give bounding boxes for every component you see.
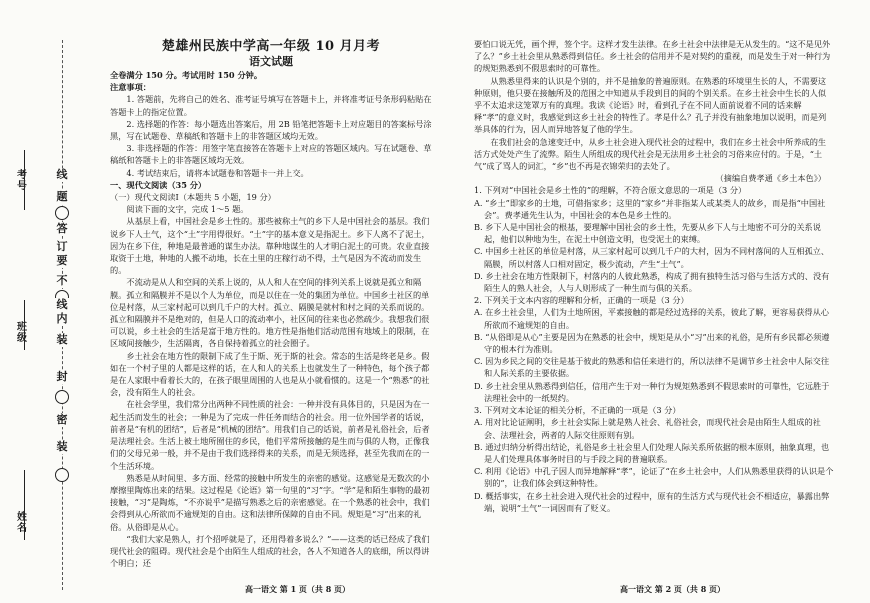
reading-instruction: 阅读下面的文字，完成 1～5 题。 [126, 204, 249, 215]
binding-char: 线 [54, 168, 70, 182]
class-line [24, 300, 25, 350]
exam-title: 楚雄州民族中学高一年级 10 月月考 [161, 39, 381, 54]
question-stem: 3. 下列对文本论证的相关分析，不正确的一项是（3 分） [474, 405, 681, 416]
passage-paragraph: 在我们社会的急速变迁中，从乡土社会进入现代社会的过程中，我们在乡土社会中所养成的生活方式处处产生了流弊。陌生人所组成的现代社会是无法用乡土社会的习俗来应付的。于是，“土气”成了骂人的词汇，“乡”也不再是衣锦荣归的去处了。 [474, 136, 827, 172]
question-option: A. 在乡土社会里，人们为土地所困，平素接触的都是经过选择的关系，彼此了解，更容易获得从心所欲而不逾规矩的自由。 [474, 307, 829, 330]
note-item: 3. 非选择题的作答：用签字笔直接答在答题卡上对应的答题区域内。写在试题卷、草稿纸和答题卡上的非答题区域均无效。 [110, 143, 432, 166]
binding-field-label: 姓 名 [17, 512, 27, 534]
question-option: C. 因为乡民之间的交往是基于彼此的熟悉和信任来进行的，所以法律不是调节乡土社会中人际交往和人际关系的主要依据。 [474, 356, 830, 379]
question-option: C. 中国乡土社区的单位是村落，从三家村起可以到几千户的大村，因为不同村落间的人互相孤立、隔膜，所以村落人口相对固定，极少流动，产生“土气”。 [474, 246, 830, 269]
binding-char: 要 [54, 254, 70, 268]
binding-char: 线 [54, 298, 70, 312]
page-footer-left: 高一语文 第 1 页（共 8 页） [245, 584, 351, 594]
passage-paragraph: 从基层上看，中国社会是乡土性的。那些被称土气的乡下人是中国社会的基层。我们说乡下人土气，这个“土”字用得很好。“土”字的基本意义是指泥土。乡下人离不了泥土，因为在乡下住，种地是最普通的谋生办法。靠种地谋生的人才明白泥土的可贵。农业直接取资于土地，种地的人搬不动地，长在土里的庄稼行动不得，土气是因为不流动而发生的。 [110, 216, 430, 276]
exam-meta: 全卷满分 150 分。考试用时 150 分钟。 [110, 70, 263, 80]
question-3 [474, 404, 834, 514]
binding-char: 装 [54, 440, 70, 454]
left-column [110, 38, 432, 569]
name-line [24, 470, 25, 540]
binding-char: 不 [54, 274, 70, 288]
binding-char: 题 [54, 190, 70, 204]
question-option: A. 用对比论证阐明，乡土社会实际上就是熟人社会、礼俗社会，而现代社会是由陌生人组成的社会、法理社会，两者的人际交往原则有别。 [474, 417, 821, 440]
exam-number-line [24, 150, 25, 210]
passage-paragraph: 从熟悉里得来的认识是个别的，并不是抽象的普遍原则。在熟悉的环境里生长的人，不需要这种原则，他只要在接触所及的范围之中知道从手段到目的间的个别关系。在乡土社会中生长的人似乎不太追求这笼罩万有的真理。我读《论语》时，看到孔子在不同人面前说着不同的话来解释“孝”的意义时，我感觉到这乡土社会的特性了。孝是什么？孔子并没有抽象地加以说明，而是列举具体的行为，因人而异地答复了他的学生。 [474, 75, 827, 135]
exam-subtitle: 语文试题 [249, 55, 293, 68]
passage-paragraph: “我们大家是熟人，打个招呼就是了，还用得着多说么？”——这类的话已经成了我们现代社会的阻碍。现代社会是个由陌生人组成的社会，各人不知道各人的底细，所以得讲个明白；还 [110, 533, 430, 569]
binding-field-label: 班 级 [17, 322, 27, 344]
question-stem: 1. 下列对“中国社会是乡土性的”的理解，不符合原文意思的一项是（3 分） [474, 185, 747, 196]
note-item: 4. 考试结束后，请将本试题卷和答题卡一并上交。 [126, 167, 309, 178]
passage-source: （摘编自费孝通《乡土本色》） [715, 173, 826, 184]
binding-circle-icon [55, 468, 69, 482]
question-1 [474, 184, 834, 294]
passage-paragraph: 要怕口说无凭，画个押，签个字。这样才发生法律。在乡土社会中法律是无从发生的。“这不是见外了么？”乡土社会里从熟悉得到信任。乡土社会的信用并不是对契约的重视，而是发生于对一种行为的规矩熟悉到不假思索时的可靠性。 [474, 39, 831, 74]
question-option: A. “乡土”即家乡的土地，可借指家乡；这里的“家乡”并非指某人或某类人的故乡，而是指“中国社会”。费孝通先生认为，中国社会的本色是乡土性的。 [474, 197, 826, 220]
notes-heading: 注意事项： [110, 82, 151, 93]
section-heading: 一、现代文阅读（35 分） [110, 179, 207, 190]
passage-paragraph: 在社会学里，我们常分出两种不同性质的社会：一种并没有具体目的，只是因为在一起生活而发生的社会；一种是为了完成一件任务而结合的社会。用一位外国学者的话说，前者是“有机的团结”，后者是“机械的团结”。用我们自己的话说，前者是礼俗社会，后者是法理社会。生活上被土地所囿住的乡民，他们平常所接触的是生而与俱的人物，正像我们的父母兄弟一般，并不是由于我们选择得来的关系，而是无须选择，甚至先我而在的一个生活环境。 [110, 399, 430, 471]
binding-char: 订 [54, 240, 70, 254]
question-option: B. 通过归纳分析得出结论，礼俗是乡土社会里人们处理人际关系所依据的根本原则，抽象真理，也是人们处理具体事务时目的与手段之间的普遍联系。 [474, 441, 830, 464]
question-option: D. 乡土社会在地方性限制下，村落内的人彼此熟悉，构成了拥有独特生活习俗与生活方式的、没有陌生人的熟人社会，人与人则形成了一种生而与俱的关系。 [474, 270, 830, 294]
passage-paragraph: 乡土社会在地方性的限制下成了生于斯、死于斯的社会。常态的生活是终老是乡。假如在一个村子里的人都是这样的话，在人和人的关系上也就发生了一种特色，每个孩子都是在人家眼中看着长大的，在孩子眼里周围的人也是从小就看惯的。这是一个“熟悉”的社会，没有陌生人的社会。 [110, 350, 430, 398]
binding-char: 内 [54, 312, 70, 326]
binding-char: 答 [54, 222, 70, 236]
right-column [474, 38, 834, 514]
question-option: D. 概括事实，在乡土社会进入现代社会的过程中，原有的生活方式与现代社会不相适应，暴露出弊端，说明“土气”一词因而有了贬义。 [474, 490, 830, 513]
question-2 [474, 294, 834, 404]
question-stem: 2. 下列关于文本内容的理解和分析，正确的一项是（3 分） [474, 295, 689, 306]
note-item: 1. 答题前，先将自己的姓名、准考证号填写在答题卡上，并将准考证号条形码粘贴在答题卡上的指定位置。 [110, 94, 432, 117]
passage-paragraph: 不流动是从人和空间的关系上说的，从人和人在空间的排列关系上说就是孤立和隔膜。孤立和隔膜并不是以个人为单位，而是以住在一处的集团为单位。中国乡土社区的单位是村落，从三家村起可以到几千户的大村。孤立、隔膜是就村和村之间的关系而说的。孤立和隔膜并不是绝对的，但是人口的流动率小，社区间的往来也必然疏少。我想我们很可以说，乡土社会的生活是富于地方性的。地方性是指他们活动范围有地域上的限制，在区域间接触少，生活隔离，各自保持着孤立的社会圈子。 [110, 277, 430, 349]
binding-char: 封 [54, 370, 70, 384]
question-option: D. 乡土社会里从熟悉得到信任，信用产生于对一种行为规矩熟悉到不假思索时的可靠性，它远胜于法理社会中的一纸契约。 [474, 380, 830, 403]
subsection-heading: （一）现代文阅读Ⅰ（本题共 5 小题，19 分） [110, 192, 276, 203]
binding-char: 密 [54, 413, 70, 427]
binding-circle-icon [55, 390, 69, 404]
question-option: B. 乡下人是中国社会的根基，要理解中国社会的乡土性，先要从乡下人与土地密不可分的关系说起，他们以种地为生，在泥土中创造文明，也受泥土的束缚。 [474, 222, 821, 245]
binding-margin [0, 0, 112, 603]
question-option: C. 利用《论语》中孔子因人而异地解释“孝”，论证了“在乡土社会中，人们从熟悉里获得的认识是个别的”，让我们体会到这种特性。 [474, 466, 834, 489]
binding-circle-icon [55, 206, 69, 220]
question-option: B. “从俗即是从心”主要是因为在熟悉的社会中，规矩是从小“习”出来的礼俗，是所有乡民都必须遵守的根本行为准则。 [474, 331, 830, 355]
binding-field-label: 考 号 [17, 170, 27, 192]
page-footer-right: 高一语文 第 2 页（共 8 页） [620, 584, 726, 594]
binding-char: 装 [54, 333, 70, 347]
passage-paragraph: 熟悉是从时间里、多方面、经常的接触中所发生的亲密的感觉。这感觉是无数次的小摩擦里陶炼出来的结果。这过程是《论语》第一句里的“习”字。“学”是和陌生事物的最初接触，“习”是陶炼，“不亦说乎”是描写熟悉之后的亲密感觉。在一个熟悉的社会中，我们会得到从心所欲而不逾规矩的自由。这和法律所保障的自由不同。规矩是“习”出来的礼俗。从俗即是从心。 [110, 472, 430, 532]
note-item: 2. 选择题的作答：每小题选出答案后，用 2B 铅笔把答题卡上对应题目的答案标号涂黑，写在试题卷、草稿纸和答题卡上的非答题区域均无效。 [110, 118, 432, 142]
